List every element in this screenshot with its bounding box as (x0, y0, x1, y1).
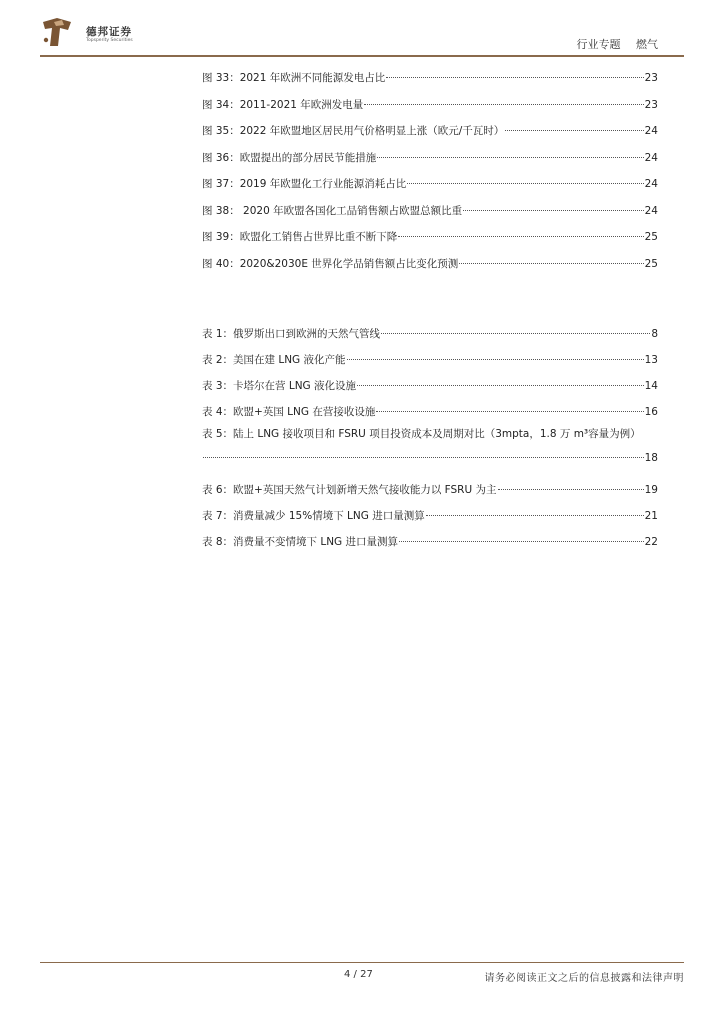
toc-entry[interactable] (202, 400, 658, 426)
disclaimer-note: 请务必阅读正文之后的信息披露和法律声明 (484, 973, 684, 984)
dot-leader (459, 249, 643, 264)
toc-entry-page: 19 (644, 484, 658, 496)
dot-leader (399, 527, 644, 542)
table-index (202, 322, 658, 556)
toc-entry-label: 表 6：欧盟+英国天然气计划新增天然气接收能力以 FSRU 为主 (202, 484, 497, 496)
dot-leader (426, 501, 644, 516)
toc-entry-page: 22 (644, 536, 658, 548)
dot-leader (364, 90, 643, 105)
toc-entry-page: 23 (644, 72, 658, 84)
dot-leader (398, 222, 643, 237)
toc-entry-label: 表 4：欧盟+英国 LNG 在营接收设施 (202, 406, 376, 418)
dot-leader (376, 397, 643, 412)
toc-entry-page: 23 (644, 98, 658, 111)
dot-leader (463, 196, 644, 211)
toc-entry-page: 18 (644, 452, 658, 464)
page-number: 4 / 27 (344, 969, 373, 980)
toc-entry-label: 图 37：2019 年欧盟化工行业能源消耗占比 (202, 178, 407, 190)
dot-leader (505, 116, 643, 131)
toc-entry-label: 表 3：卡塔尔在营 LNG 液化设施 (202, 380, 357, 392)
toc-entry-label: 表 1：俄罗斯出口到欧洲的天然气管线 (202, 328, 381, 340)
toc-entry-label: 图 38： 2020 年欧盟各国化工品销售额占欧盟总额比重 (202, 204, 463, 217)
dot-leader (381, 319, 650, 334)
toc-entry-page: 24 (644, 178, 658, 190)
dot-leader (357, 371, 644, 386)
logo-emblem-icon (40, 16, 74, 50)
toc-entry-page: 14 (644, 380, 658, 392)
toc-entry-label: 图 34：2011-2021 年欧洲发电量 (202, 98, 364, 111)
toc-entry-page: 8 (651, 328, 658, 340)
logo-text-en: Topsperity Securities (86, 38, 133, 43)
toc-entry-page: 24 (644, 204, 658, 217)
dot-leader (203, 443, 644, 458)
toc-entry[interactable] (202, 530, 658, 556)
toc-entry-label: 表 8：消费量不变情境下 LNG 进口量测算 (202, 536, 399, 548)
toc-entry-label: 图 39：欧盟化工销售占世界比重不断下降 (202, 231, 398, 243)
toc-entry-page: 13 (644, 354, 658, 366)
toc-entry-label: 图 36：欧盟提出的部分居民节能措施 (202, 151, 377, 164)
toc-entry-page: 16 (644, 406, 658, 418)
header-topic: 燃气 (636, 38, 658, 51)
toc-entry-page: 25 (644, 257, 658, 270)
toc-entry-label: 表 7：消费量减少 15%情境下 LNG 进口量测算 (202, 510, 425, 522)
figure-index (202, 66, 658, 278)
toc-entry-page: 21 (644, 510, 658, 522)
toc-entry-label: 表 2：美国在建 LNG 液化产能 (202, 354, 346, 366)
footer-divider (40, 962, 684, 963)
header-category (577, 36, 659, 52)
toc-entry-label: 图 33：2021 年欧洲不同能源发电占比 (202, 72, 386, 84)
dot-leader (386, 63, 643, 78)
logo-text-cn: 德邦证券 (86, 26, 132, 38)
header-section: 行业专题 (576, 38, 621, 51)
dot-leader (347, 345, 644, 360)
dot-leader (407, 169, 643, 184)
dot-leader (498, 475, 644, 490)
toc-entry-page: 25 (644, 231, 658, 243)
toc-entry-page: 24 (644, 151, 658, 164)
dot-leader (377, 143, 643, 158)
toc-entry-continuation[interactable] (202, 446, 658, 478)
toc-entry-label: 表 5：陆上 LNG 接收项目和 FSRU 项目投资成本及周期对比（3mpta，1.8 万 m³容量为例） (202, 428, 641, 440)
toc-entry-label: 图 35：2022 年欧盟地区居民用气价格明显上涨（欧元/千瓦时） (202, 125, 505, 137)
toc-entry-page: 24 (644, 125, 658, 137)
toc-entry[interactable] (202, 252, 658, 279)
header-divider (40, 55, 684, 57)
toc-entry-label: 图 40：2020&2030E 世界化学品销售额占比变化预测 (202, 257, 459, 270)
